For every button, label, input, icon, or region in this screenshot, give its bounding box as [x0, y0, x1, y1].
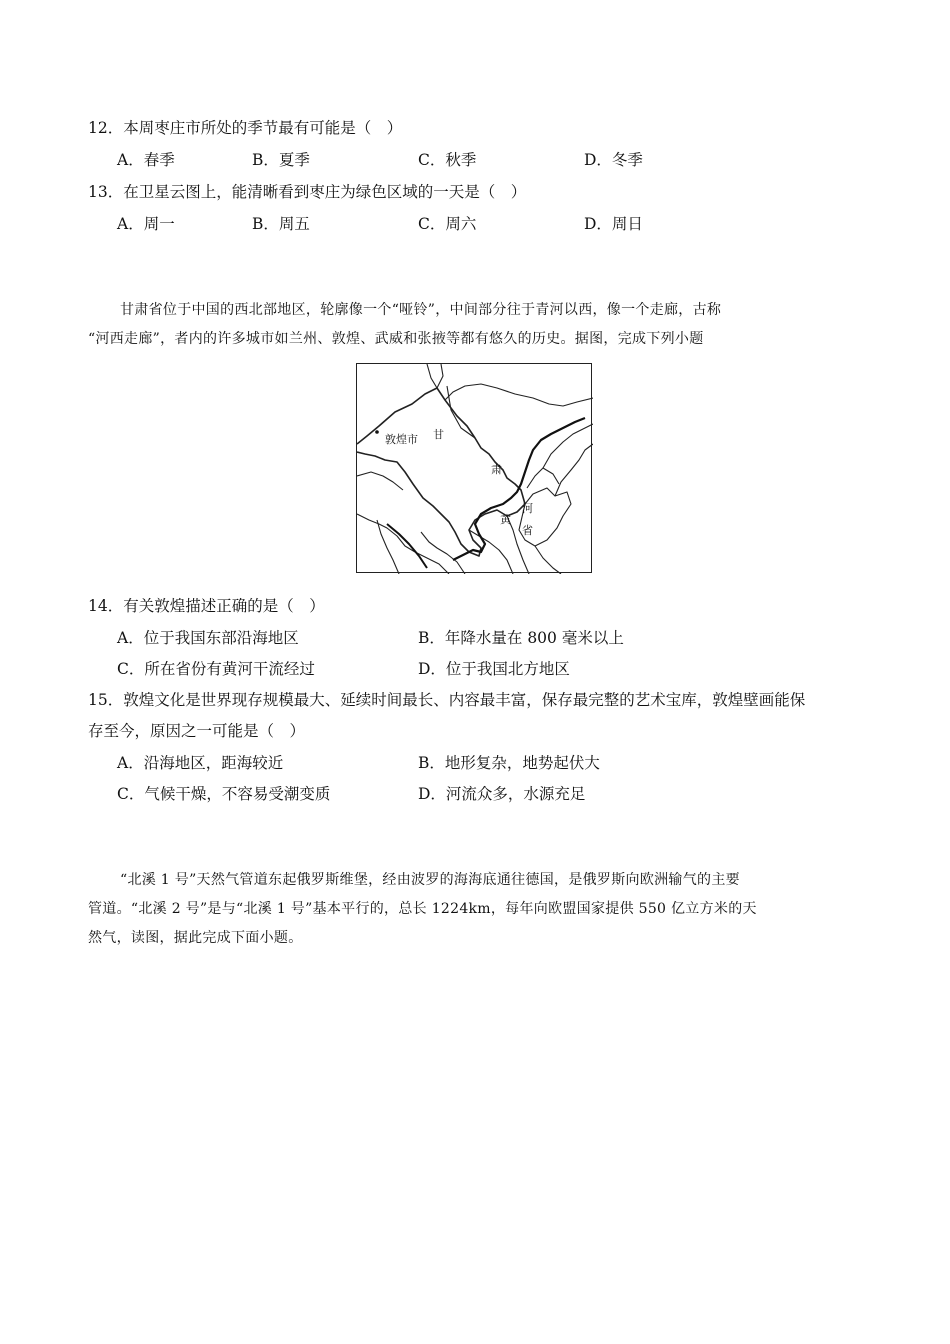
sichuan-border — [535, 546, 561, 574]
gansu-passage — [88, 296, 858, 354]
q14-option-a[interactable]: A．位于我国东部沿海地区 — [117, 629, 299, 647]
nordstream-passage-line-3: 然气，读图，据此完成下面小题。 — [88, 930, 303, 946]
q13-option-c[interactable]: C．周六 — [418, 215, 477, 233]
north-border — [427, 364, 593, 406]
q14-option-d[interactable]: D．位于我国北方地区 — [418, 660, 570, 678]
gansu-passage-line-1: 甘肃省位于中国的西北部地区，轮廓像一个“哑铃”，中间部分往于青河以西，像一个走廊，古称 — [120, 302, 722, 318]
gansu-map-drawing — [357, 364, 593, 574]
nordstream-passage-line-1: “北溪 1 号”天然气管道东起俄罗斯维堡，经由波罗的海海底通往德国，是俄罗斯向欧洲输气的主要 — [120, 872, 740, 888]
map-label-sheng: 省 — [522, 524, 533, 537]
q14-option-b[interactable]: B．年降水量在 800 毫米以上 — [418, 629, 624, 647]
question-12-stem: 12．本周枣庄市所处的季节最有可能是（ ） — [88, 119, 403, 137]
south-border-3 — [469, 530, 513, 574]
map-label-gan: 甘 — [433, 428, 444, 441]
northeast-border — [543, 424, 593, 468]
dunhuang-city-dot — [375, 430, 379, 434]
gansu-map — [356, 363, 592, 573]
q12-option-d[interactable]: D．冬季 — [584, 151, 643, 169]
gansu-passage-line-2: “河西走廊”，者内的许多城市如兰州、敦煌、武威和张掖等都有悠久的历史。据图，完成下列小题 — [88, 331, 704, 347]
west-border — [357, 472, 403, 490]
question-15-stem-line-2: 存至今，原因之一可能是（ ） — [88, 722, 306, 740]
inner-mongolia-border — [437, 364, 475, 438]
question-14-stem: 14．有关敦煌描述正确的是（ ） — [88, 597, 325, 615]
yellow-river-branch — [387, 524, 427, 568]
qinghai-border — [357, 514, 449, 574]
q13-option-a[interactable]: A．周一 — [117, 215, 175, 233]
map-label-su: 肃 — [491, 463, 502, 476]
q12-option-c[interactable]: C．秋季 — [418, 151, 477, 169]
east-border — [555, 444, 593, 496]
q14-option-c[interactable]: C．所在省份有黄河干流经过 — [117, 660, 315, 678]
map-label-huang: 黄 — [500, 513, 511, 526]
q12-option-a[interactable]: A．春季 — [117, 151, 175, 169]
q12-option-b[interactable]: B．夏季 — [252, 151, 310, 169]
shaanxi-border — [527, 468, 559, 488]
ningxia-border — [519, 488, 571, 546]
map-label-dunhuang: 敦煌市 — [385, 433, 418, 446]
question-13-stem: 13．在卫星云图上，能清晰看到枣庄为绿色区域的一天是（ ） — [88, 183, 527, 201]
map-label-he: 河 — [522, 502, 533, 515]
nordstream-passage — [88, 866, 858, 953]
q13-option-b[interactable]: B．周五 — [252, 215, 310, 233]
q15-option-d[interactable]: D．河流众多，水源充足 — [418, 785, 586, 803]
q15-option-b[interactable]: B．地形复杂，地势起伏大 — [418, 754, 600, 772]
q15-option-c[interactable]: C．气候干燥，不容易受潮变质 — [117, 785, 331, 803]
q15-option-a[interactable]: A．沿海地区，距海较近 — [117, 754, 284, 772]
nordstream-passage-line-2: 管道。“北溪 2 号”是与“北溪 1 号”基本平行的，总长 1224km，每年向欧盟国家提供 550 亿立方米的天 — [88, 901, 757, 917]
q13-option-d[interactable]: D．周日 — [584, 215, 643, 233]
question-15-stem-line-1: 15．敦煌文化是世界现存规模最大、延续时间最长、内容最丰富，保存最完整的艺术宝库，敦煌壁画能保 — [88, 691, 806, 709]
